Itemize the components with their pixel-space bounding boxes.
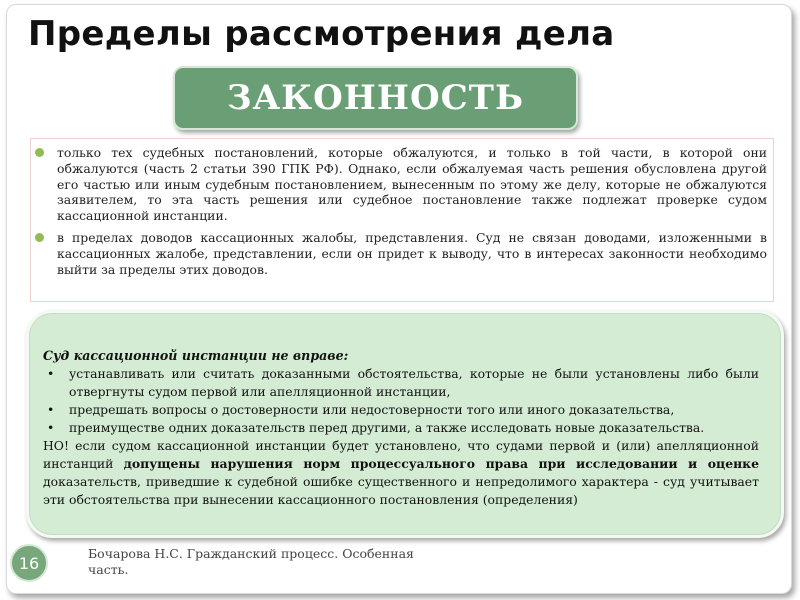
note-text-1: НО! если судом кассационной инстанции будет установлено, что судами первой и (или) апелляционной инстанций	[43, 438, 759, 471]
content-box	[30, 138, 774, 302]
restrictions-heading: Суд кассационной инстанции не вправе:	[43, 348, 349, 363]
list-item	[43, 401, 759, 419]
restriction-text: предрешать вопросы о достоверности или недостоверности того или иного доказательства,	[69, 402, 675, 417]
bullet-icon: •	[47, 420, 55, 435]
bullet-dot-icon	[35, 148, 44, 157]
bullet-icon: •	[47, 402, 55, 417]
list-item	[57, 230, 767, 277]
point-text: только тех судебных постановлений, которые обжалуются, и только в той части, в которой они обжалуются (часть 2 статьи 390 ГПК РФ). Однако, если обжалуемая часть решения обусловлена другой его частью или иным судебным постановлением, вынесенным по этому же делу, которые не обжалуются заявителем, то эта часть решения или судебное постановление также подлежат проверке судом кассационной инстанции.	[57, 145, 767, 224]
note-text-2: доказательств, приведшие к судебной ошибке существенного и непредолимого характера - суд учитывает эти обстоятельства при вынесении кассационного постановления (определения)	[43, 474, 759, 507]
badge-zakonnost	[173, 66, 578, 130]
slide-title: Пределы рассмотрения дела	[28, 14, 615, 54]
points-list	[57, 145, 767, 277]
restrictions-box	[26, 310, 784, 538]
page-number: 16	[10, 544, 48, 582]
bullet-dot-icon	[35, 233, 44, 242]
list-item	[43, 419, 759, 437]
note-bold-text: допущены нарушения норм процессуального права при исследовании и оценке	[123, 456, 759, 471]
list-item	[43, 365, 759, 401]
badge-label: ЗАКОННОСТЬ	[226, 78, 525, 118]
note-paragraph	[43, 437, 759, 509]
footer-text: Бочарова Н.С. Гражданский процесс. Особенная часть.	[88, 546, 414, 577]
restriction-text: преимуществе одних доказательств перед другими, а также исследовать новые доказательства.	[69, 420, 705, 435]
point-text: в пределах доводов кассационных жалобы, представления. Суд не связан доводами, изложенными в кассационных жалобе, представлении, если он придет к выводу, что в интересах законности необходимо выйти за пределы этих доводов.	[57, 229, 767, 277]
bullet-icon: •	[47, 366, 55, 381]
restrictions-list	[43, 365, 759, 437]
restriction-text: устанавливать или считать доказанными обстоятельства, которые не были установлены либо были отвергнуты судом первой или апелляционной инстанции,	[69, 366, 759, 399]
list-item	[57, 145, 767, 224]
